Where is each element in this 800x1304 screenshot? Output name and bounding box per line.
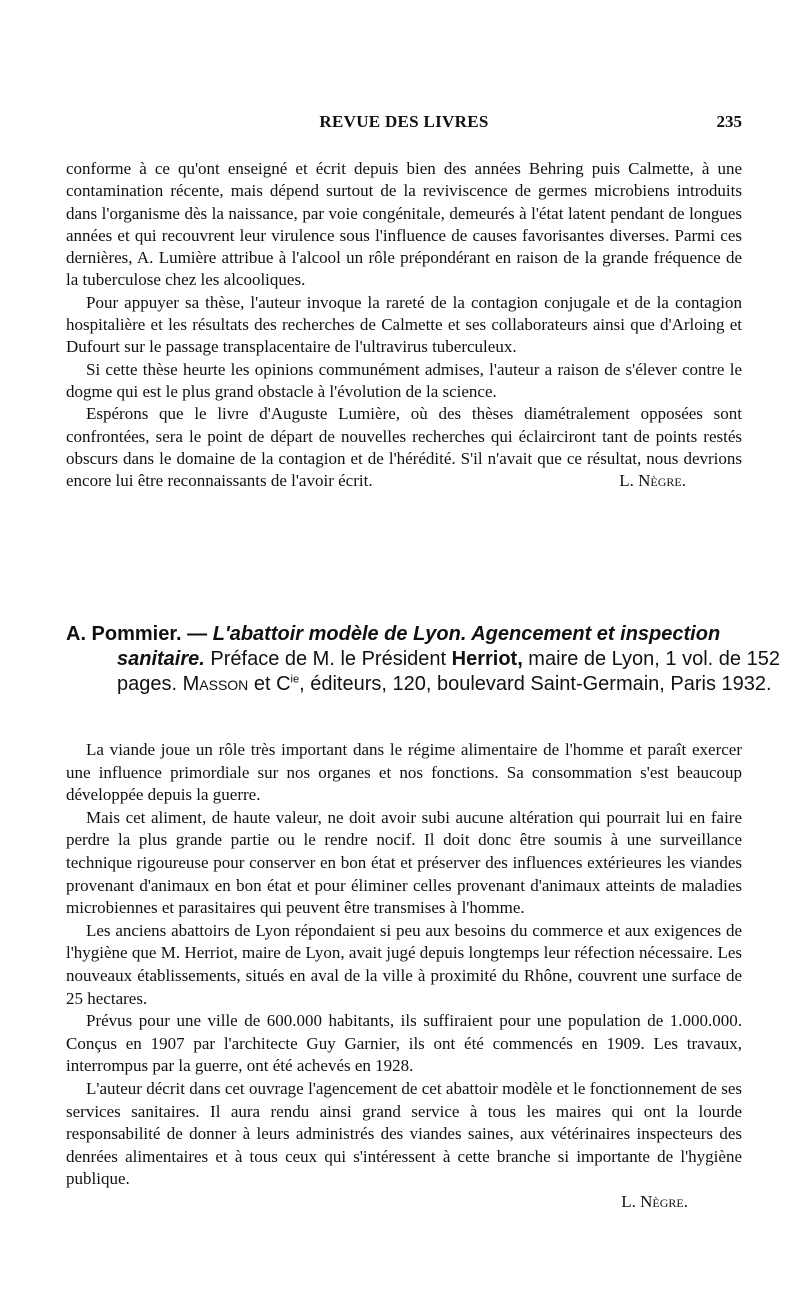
review-paragraph: Pour appuyer sa thèse, l'auteur invoque la rareté de la contagion conjugale et de la contagion hospitalière et les résultats des recherches de Calmette et ses collaborateurs ainsi que d'Arloing et Dufourt sur le passage transplacentaire de l'ultravirus tuberculeux. [66, 292, 742, 357]
running-title: REVUE DES LIVRES [319, 112, 489, 131]
publisher-sup: ie [290, 673, 300, 686]
citation-dash: — [181, 623, 213, 645]
citation-volume: maire de Lyon, 1 vol. de 152 pages. [117, 648, 780, 695]
review-paragraph: La viande joue un rôle très important dans le régime alimentaire de l'homme et paraît exercer une influence primordiale sur nos organes et nos fonctions. Sa consommation s'est beaucoup développée depuis la guerre. [66, 740, 742, 805]
publisher-name: Masson [182, 673, 249, 695]
review-paragraph: L'auteur décrit dans cet ouvrage l'agencement de cet abattoir modèle et le fonctionnement de ses services sanitaires. Il aura rendu ainsi grand service à tous les maires qui ont la lourde responsabilité de donner à leurs administrés des viandes saines, aux vétérinaires inspecteurs des denrées alimentaires et à tous ceux qui s'intéressent à cette branche si importante de l'hygiène publique. [66, 1078, 742, 1189]
book-title: L'abattoir modèle de Lyon. Agencement et inspection sanitaire. [117, 623, 721, 670]
citation-preface: Préface de M. le Président [204, 648, 452, 670]
review-paragraph: Prévus pour une ville de 600.000 habitants, ils suffiraient pour une population de 1.000.000. Conçus en 1907 par l'architecte Guy Garnier, ils ont été commencés en 1909. Les travaux, interrompus par la guerre, ont été achevés en 1928. [66, 1011, 742, 1076]
book-author: A. Pommier. [66, 623, 182, 645]
page-number: 235 [716, 112, 742, 131]
review-paragraph-last [66, 403, 742, 492]
review-paragraph: conforme à ce qu'ont enseigné et écrit depuis bien des années Behring puis Calmette, à une contamination récente, mais dépend surtout de la reviviscence de germes microbiens introduits dans l'organisme dès la naissance, par voie congénitale, demeurés à l'état latent pendant de longues années et qui recouvrent leur virulence sous l'influence de causes favorisantes diverses. Parmi ces dernières, A. Lumière attribue à l'alcool un rôle prépondérant en raison de la grande fréquence de la tuberculose chez les alcooliques. [66, 159, 742, 290]
review-paragraph: Si cette thèse heurte les opinions communément admises, l'auteur a raison de s'élever contre le dogme qui est le plus grand obstacle à l'évolution de la science. [66, 359, 742, 401]
review-pommier [66, 739, 742, 1213]
citation-herriot: Herriot, [451, 648, 523, 670]
review-paragraph: Mais cet aliment, de haute valeur, ne doit avoir subi aucune altération qui pourrait lui en faire perdre la plus grande partie ou le rendre nocif. Il doit donc être soumis à une surveillance technique rigoureuse pour conserver en bon état et préserver des influences extérieures les viandes provenant d'animaux en bon état et pour éliminer celles provenant d'animaux atteints de maladies microbiennes et parasitaires qui peuvent être transmises à l'homme. [66, 807, 742, 918]
review-paragraph-text: Espérons que le livre d'Auguste Lumière, où des thèses diamétralement opposées sont confrontées, sera le point de départ de nouvelles recherches qui éclairciront tant de points restés obscurs dans le domaine de la contagion et de l'hérédité. S'il n'avait que ce résultat, nous devrions encore lui être reconnaissants de l'avoir écrit. [66, 404, 742, 491]
publisher-et: et C [248, 673, 291, 695]
review-paragraph: Les anciens abattoirs de Lyon répondaient si peu aux besoins du commerce et aux exigences de l'hygiène que M. Herriot, maire de Lyon, avait jugé depuis longtemps leur réfection nécessaire. Les nouveaux établissements, situés en aval de la ville à proximité du Rhône, couvrent une surface de 25 hectares. [66, 920, 742, 1008]
reviewer-signature: L. Nègre. [619, 471, 686, 491]
book-citation [66, 622, 797, 697]
review-lumiere [66, 158, 742, 492]
reviewer-signature: L. Nègre. [621, 1191, 688, 1211]
page-header [66, 112, 742, 140]
publisher-address: , éditeurs, 120, boulevard Saint-Germain, Paris 1932. [299, 673, 772, 695]
